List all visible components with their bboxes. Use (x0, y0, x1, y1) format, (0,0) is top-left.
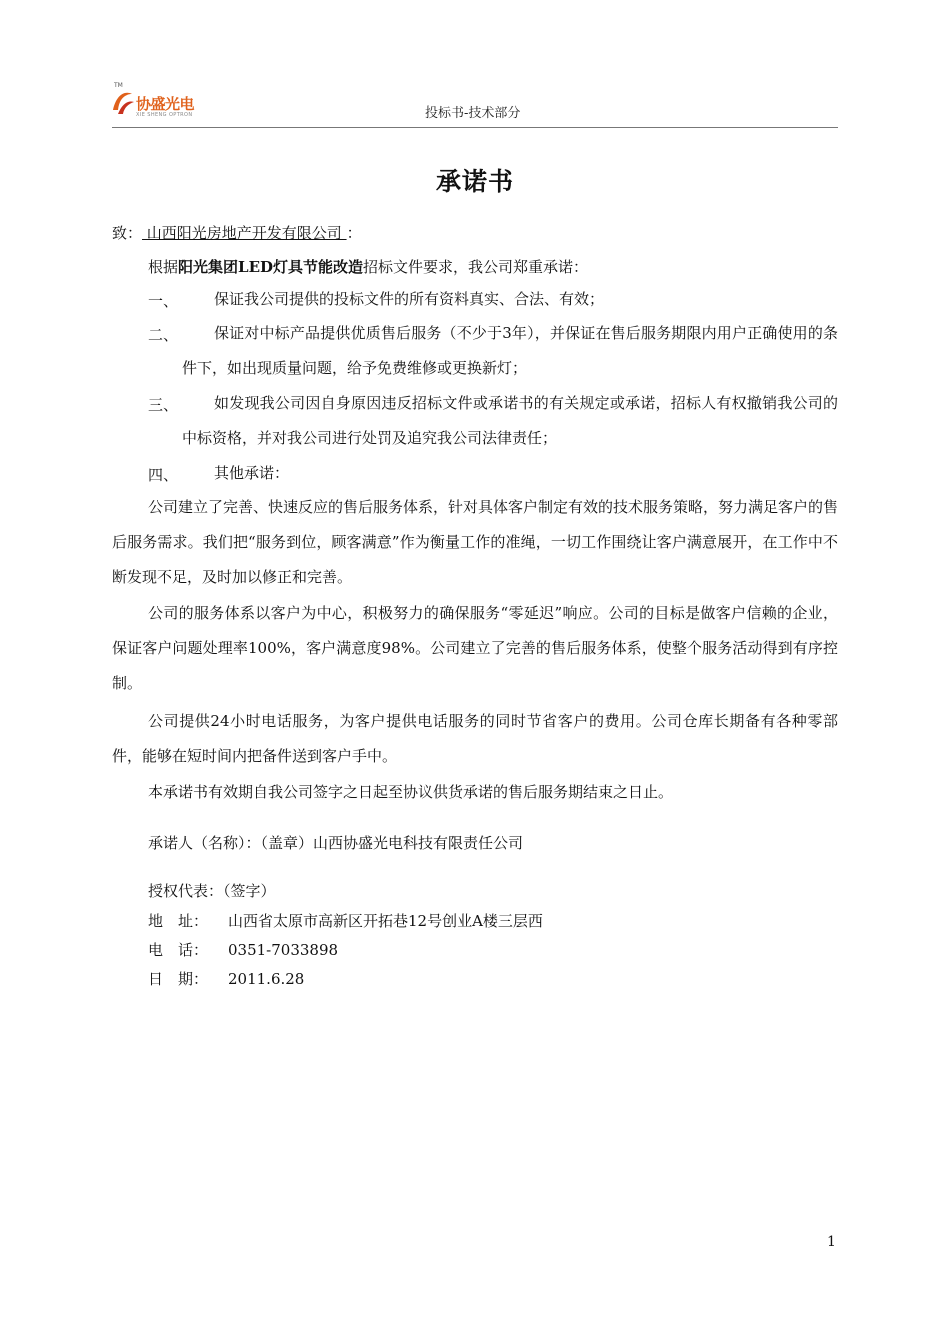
intro-after: 招标文件要求，我公司郑重承诺： (363, 258, 589, 276)
intro-line (148, 256, 588, 277)
addressee-line (112, 222, 362, 243)
header-divider (112, 127, 838, 128)
representative-line: 授权代表：（签字） (148, 882, 276, 900)
phone-label: 电 话： (148, 941, 209, 959)
body-paragraph: 公司的服务体系以客户为中心，积极努力的确保服务“零延迟”响应。公司的目标是做客户信赖的企业，保证客户问题处理率100%，客户满意度98%。公司建立了完善的售后服务体系，使整个服务活动得到有序控制。 (112, 604, 838, 692)
body-paragraph: 公司建立了完善、快速反应的售后服务体系，针对具体客户制定有效的技术服务策略，努力满足客户的售后服务需求。我们把“服务到位，顾客满意”作为衡量工作的准绳，一切工作围绕让客户满意展开，在工作中不断发现不足，及时加以修正和完善。 (112, 498, 839, 586)
item-text: 如发现我公司因自身原因违反招标文件或承诺书的有关规定或承诺，招标人有权撤销我公司的中标资格，并对我公司进行处罚及追究我公司法律责任； (182, 394, 838, 447)
item-text: 保证我公司提供的投标文件的所有资料真实、合法、有效； (214, 290, 605, 308)
document-title: 承诺书 (435, 167, 514, 196)
addressee-suffix: ： (346, 224, 362, 242)
item-number: 四、 (148, 466, 179, 484)
phone-line (148, 939, 338, 960)
header-title: 投标书-技术部分 (425, 106, 521, 121)
item-number: 二、 (148, 326, 179, 344)
address-line (148, 910, 543, 931)
logo-mark-icon (110, 88, 136, 118)
item-text: 其他承诺： (214, 464, 290, 482)
body-paragraph: 公司提供24小时电话服务，为客户提供电话服务的同时节省客户的费用。公司仓库长期备有各种零部件，能够在短时间内把备件送到客户手中。 (112, 712, 838, 765)
company-logo (110, 82, 210, 124)
body-paragraph: 本承诺书有效期自我公司签字之日起至协议供货承诺的售后服务期结束之日止。 (148, 783, 674, 801)
addressee-prefix: 致： (112, 224, 143, 242)
address-label: 地 址： (148, 912, 209, 930)
addressee-name: 山西阳光房地产开发有限公司 (142, 224, 347, 242)
date-value: 2011.6.28 (228, 970, 305, 988)
address-value: 山西省太原市高新区开拓巷12号创业A楼三层西 (228, 912, 543, 930)
logo-subtext: XIE SHENG OPTRON (136, 112, 193, 118)
item-number: 三、 (148, 396, 179, 414)
date-line (148, 968, 304, 989)
intro-before: 根据 (148, 258, 179, 276)
item-number: 一、 (148, 292, 179, 310)
item-text: 保证对中标产品提供优质售后服务（不少于3年），并保证在售后服务期限内用户正确使用的条件下，如出现质量问题，给予免费维修或更换新灯； (182, 324, 838, 377)
date-label: 日 期： (148, 970, 209, 988)
promisor-line: 承诺人（名称）：（盖章）山西协盛光电科技有限责任公司 (148, 834, 524, 852)
phone-value: 0351-7033898 (228, 941, 339, 959)
page-number: 1 (827, 1234, 836, 1250)
logo-text: 协盛光电 (136, 95, 195, 113)
logo-trademark: TM (114, 82, 123, 89)
project-name: 阳光集团LED灯具节能改造 (178, 258, 364, 276)
